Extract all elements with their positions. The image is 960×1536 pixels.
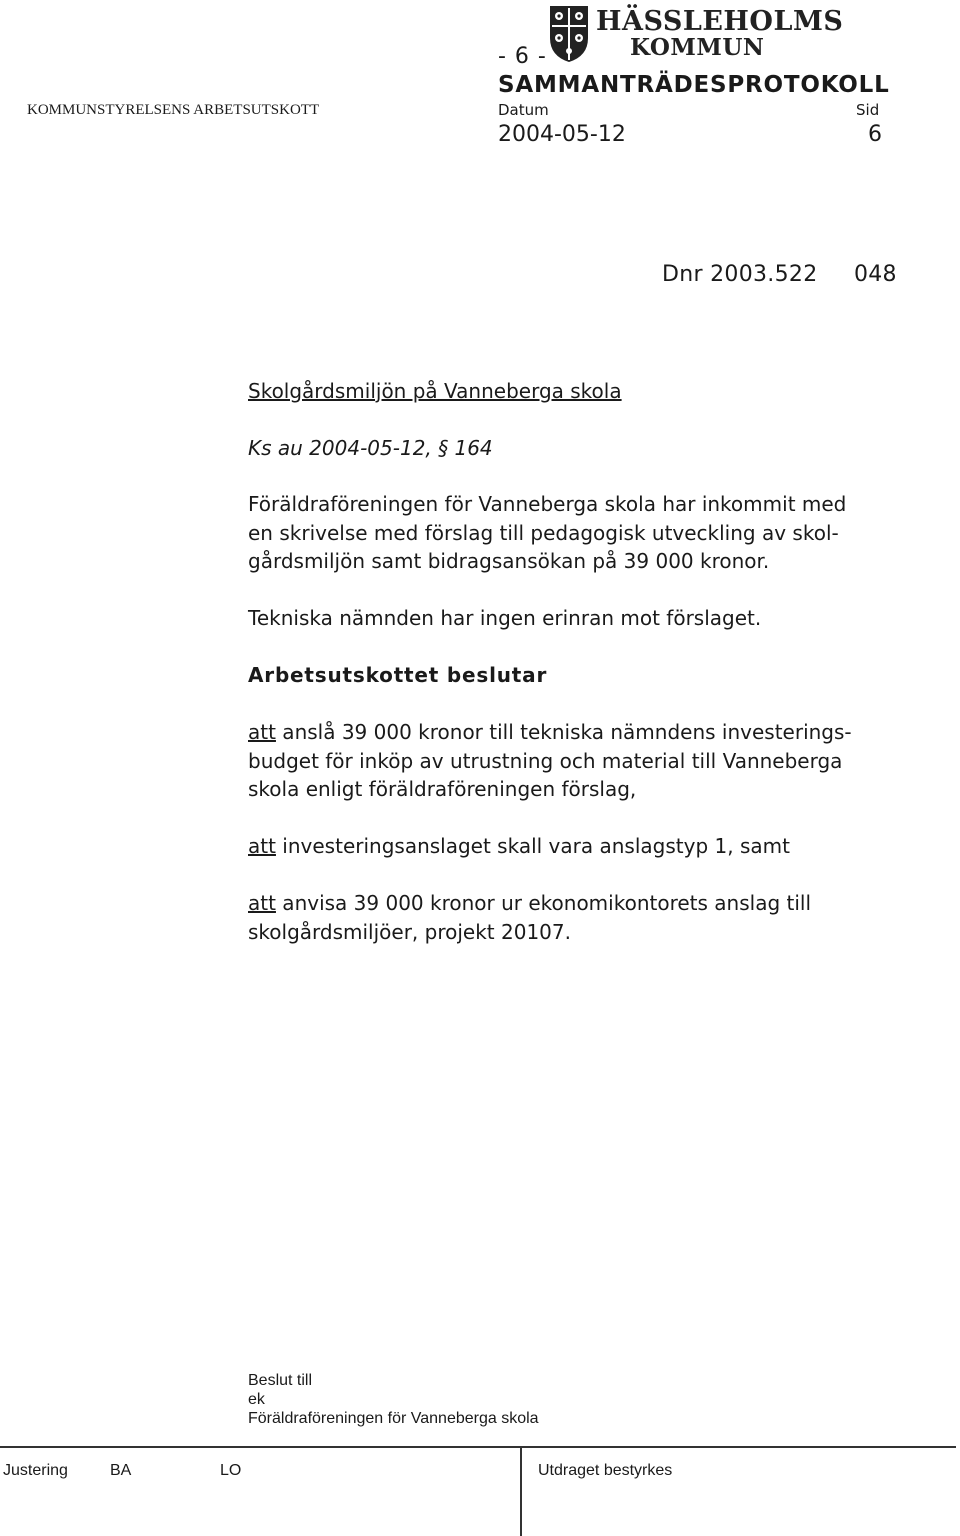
- decision-heading: Arbetsutskottet beslutar: [248, 663, 548, 687]
- paragraph-line: Föräldraföreningen för Vanneberga skola har inkommit med: [248, 492, 847, 516]
- diary-number-text: Dnr 2003.522 048: [662, 262, 897, 287]
- logo-text-line1: HÄSSLEHOLMS: [596, 6, 844, 37]
- justering-label: Justering: [3, 1462, 68, 1479]
- municipality-logo: [548, 2, 844, 68]
- page-value: 6: [868, 122, 882, 147]
- distribution-recipient: ek: [248, 1391, 265, 1408]
- diary-number: [662, 262, 897, 287]
- certified-extract-label: Utdraget bestyrkes: [538, 1462, 673, 1479]
- distribution-recipient: Föräldraföreningen för Vanneberga skola: [248, 1410, 539, 1427]
- clause-line: budget för inköp av utrustning och material till Vanneberga: [248, 748, 843, 773]
- page-indicator: - 6 -: [498, 44, 547, 69]
- clause-line: [248, 889, 811, 918]
- clause-text: anvisa 39 000 kronor ur ekonomikontorets anslag till: [275, 891, 812, 915]
- clause-line: [248, 718, 852, 747]
- att-keyword: att: [248, 891, 276, 915]
- decision-clause: [248, 718, 852, 804]
- justering-initials: LO: [220, 1462, 242, 1479]
- logo-text-line2: KOMMUN: [630, 34, 765, 61]
- organization-name: KOMMUNSTYRELSENS ARBETSUTSKOTT: [27, 102, 320, 118]
- distribution-heading: Beslut till: [248, 1372, 313, 1389]
- clause-line: skola enligt föräldraföreningen förslag,: [248, 777, 637, 801]
- decision-clause: [248, 832, 790, 861]
- date-label: Datum: [498, 101, 549, 119]
- clause-text: investeringsanslaget skall vara anslagstyp 1, samt: [275, 834, 790, 858]
- att-keyword: att: [248, 720, 276, 744]
- background-paragraph: [248, 490, 846, 576]
- footer-divider: [0, 1446, 956, 1448]
- opinion-paragraph: Tekniska nämnden har ingen erinran mot förslaget.: [248, 606, 762, 630]
- justering-initials: BA: [110, 1462, 132, 1479]
- paragraph-line: en skrivelse med förslag till pedagogisk utveckling av skol-: [248, 520, 839, 545]
- footer-column-divider: [520, 1447, 522, 1536]
- decision-clause: [248, 889, 811, 946]
- date-value: 2004-05-12: [498, 122, 626, 147]
- case-title: Skolgårdsmiljön på Vanneberga skola: [248, 379, 622, 403]
- att-keyword: att: [248, 834, 276, 858]
- page-label: Sid: [856, 101, 880, 119]
- clause-line: skolgårdsmiljöer, projekt 20107.: [248, 919, 571, 944]
- document-type: SAMMANTRÄDESPROTOKOLL: [498, 72, 890, 98]
- paragraph-line: gårdsmiljön samt bidragsansökan på 39 000 kronor.: [248, 549, 770, 573]
- clause-text: anslå 39 000 kronor till tekniska nämndens investerings-: [275, 720, 852, 744]
- case-reference: Ks au 2004-05-12, § 164: [248, 436, 493, 460]
- coat-of-arms-icon: [548, 4, 590, 64]
